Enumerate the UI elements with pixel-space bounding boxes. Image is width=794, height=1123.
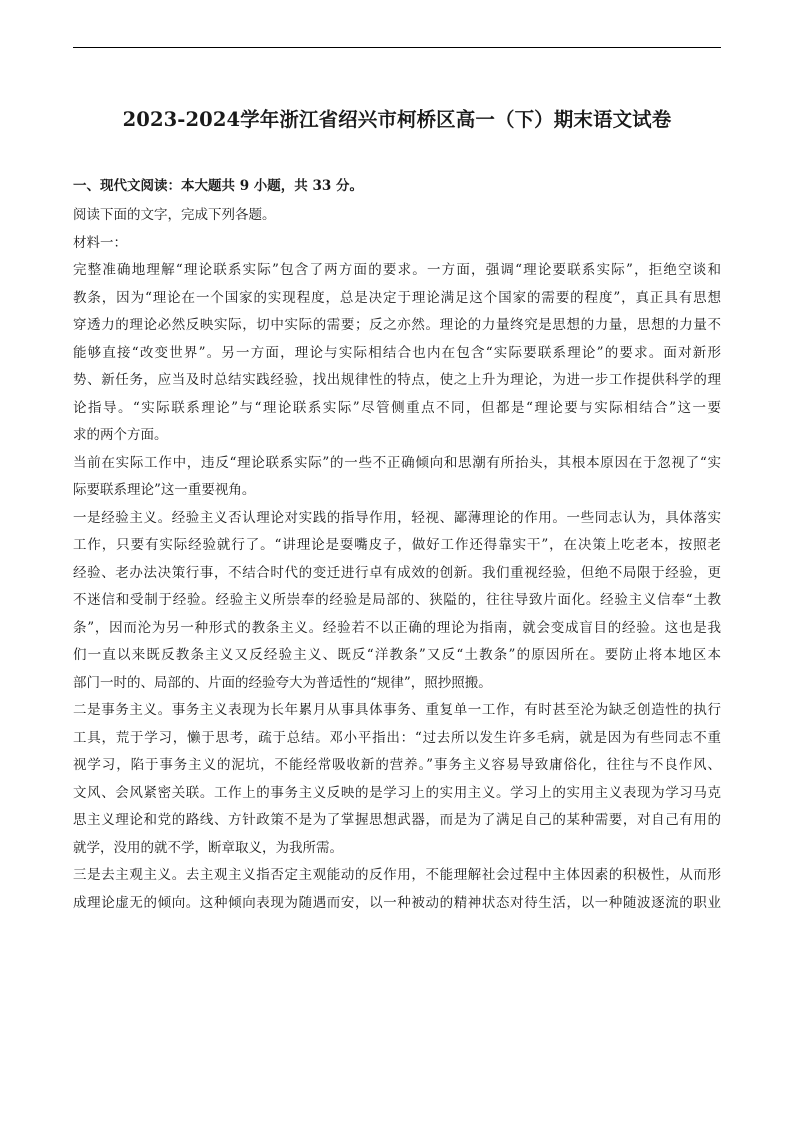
paragraph-line: 部门一时的、局部的、片面的经验夸大为普适性的“规律”，照抄照搬。 <box>73 674 492 691</box>
document-title: 2023-2024学年浙江省绍兴市柯桥区高一（下）期末语文试卷 <box>122 108 672 131</box>
passage-paragraph <box>73 257 721 450</box>
paragraph-line: 二是事务主义。事务主义表现为长年累月从事具体事务、重复单一工作，有时甚至沦为缺乏创造性的执行 <box>73 702 721 718</box>
paragraph-line: 视学习，陷于事务主义的泥坑，不能经常吸收新的营养。”事务主义容易导致庸俗化，往往与不良作风、 <box>73 757 721 773</box>
passage-paragraph <box>73 505 721 698</box>
header-rule <box>73 47 721 48</box>
paragraph-line: 工作，只要有实际经验就行了。“讲理论是耍嘴皮子，做好工作还得靠实干”，在决策上吃老本，按照老 <box>73 537 721 553</box>
paragraph-line: 论指导。“实际联系理论”与“理论联系实际”尽管侧重点不同，但都是“理论要与实际相结合”这一要 <box>73 399 721 416</box>
paragraph-line: 求的两个方面。 <box>73 427 168 443</box>
passage-paragraph <box>73 450 721 505</box>
paragraph-line: 就学，没用的就不学，断章取义，为我所需。 <box>73 839 343 856</box>
passage-paragraphs <box>73 257 721 917</box>
paragraph-line: 经验、老办法决策行事，不结合时代的变迁进行卓有成效的创新。我们重视经验，但绝不局限于经验，更 <box>73 564 721 581</box>
paragraph-line: 工具，荒于学习，懒于思考，疏于总结。邓小平指出：“过去所以发生许多毛病，就是因为有些同志不重 <box>73 729 721 746</box>
paragraph-line: 一是经验主义。经验主义否认理论对实践的指导作用，轻视、鄙薄理论的作用。一些同志认为，具体落实 <box>73 509 721 526</box>
paragraph-line: 完整准确地理解“理论联系实际”包含了两方面的要求。一方面，强调“理论要联系实际”，拒绝空谈和 <box>73 262 721 278</box>
paragraph-line: 际要联系理论”这一重要视角。 <box>73 482 256 498</box>
paragraph-line: 成理论虚无的倾向。这种倾向表现为随遇而安，以一种被动的精神状态对待生活，以一种随波逐流的职业 <box>73 894 721 911</box>
paragraph-line: 条”，因而沦为另一种形式的教条主义。经验若不以正确的理论为指南，就会变成盲目的经验。这也是我 <box>73 619 721 636</box>
paragraph-line: 文风、会风紧密关联。工作上的事务主义反映的是学习上的实用主义。学习上的实用主义表现为学习马克 <box>73 784 721 801</box>
material-label: 材料一： <box>73 234 127 251</box>
passage-paragraph <box>73 697 721 862</box>
paragraph-line: 穿透力的理论必然反映实际，切中实际的需要；反之亦然。理论的力量终究是思想的力量，思想的力量不 <box>73 317 721 333</box>
paragraph-line: 教条，因为“理论在一个国家的实现程度，总是决定于理论满足这个国家的需要的程度”，真正具有思想 <box>73 289 721 306</box>
paragraph-line: 当前在实际工作中，违反“理论联系实际”的一些不正确倾向和思潮有所抬头，其根本原因在于忽视了“实 <box>73 454 721 471</box>
document-body <box>73 172 721 917</box>
paragraph-line: 能够直接“改变世界”。另一方面，理论与实际相结合也内在包含“实际要联系理论”的要求。面对新形 <box>73 344 721 361</box>
paragraph-line: 们一直以来既反教条主义又反经验主义、既反“洋教条”又反“土教条”的原因所在。要防止将本地区本 <box>73 647 721 663</box>
paragraph-line: 不迷信和受制于经验。经验主义所崇奉的经验是局部的、狭隘的，往往导致片面化。经验主义信奉“土教 <box>73 592 721 608</box>
instruction-text: 阅读下面的文字，完成下列各题。 <box>73 207 276 223</box>
paragraph-line: 思主义理论和党的路线、方针政策不是为了掌握思想武器，而是为了满足自己的某种需要，对自己有用的 <box>73 812 721 828</box>
paragraph-line: 势、新任务，应当及时总结实践经验，找出规律性的特点，使之上升为理论，为进一步工作提供科学的理 <box>73 372 721 388</box>
paragraph-line: 三是去主观主义。去主观主义指否定主观能动的反作用，不能理解社会过程中主体因素的积极性，从而形 <box>73 867 721 883</box>
passage-paragraph <box>73 862 721 917</box>
section-heading: 一、现代文阅读：本大题共 9 小题，共 33 分。 <box>73 178 363 194</box>
